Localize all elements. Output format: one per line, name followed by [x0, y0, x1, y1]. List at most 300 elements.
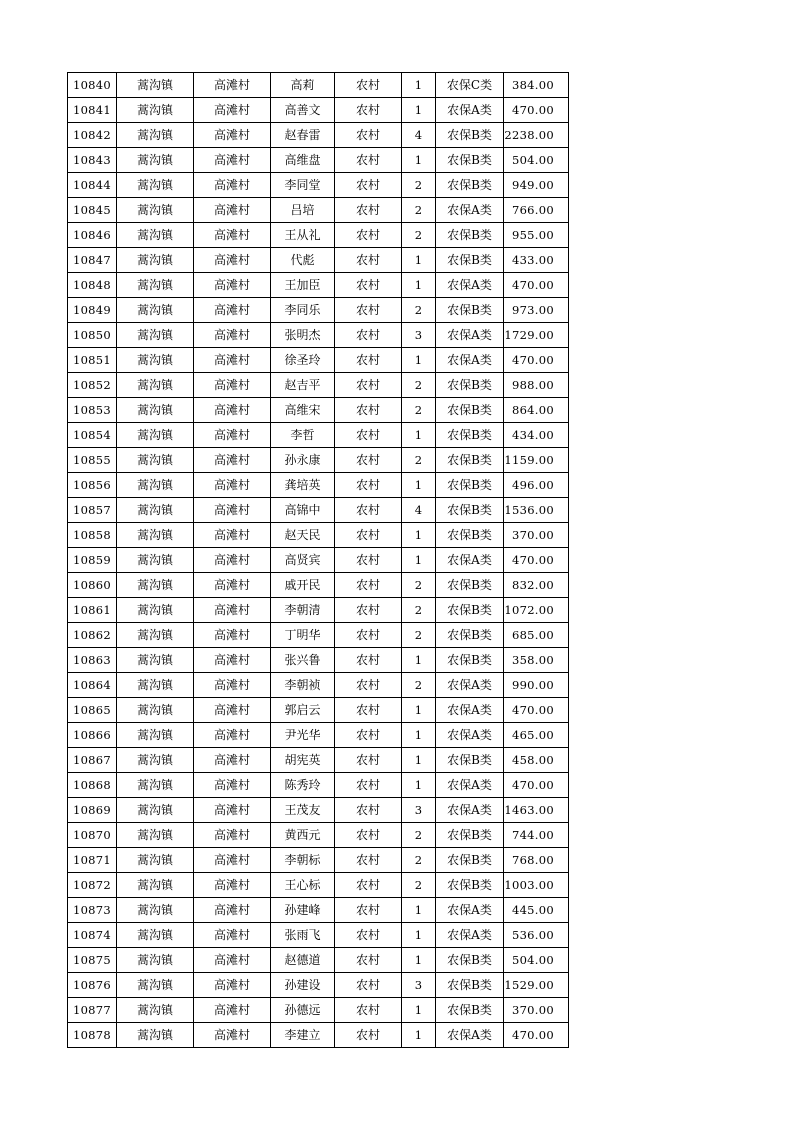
town-cell: 蒿沟镇 [117, 623, 194, 648]
name-cell: 张兴鲁 [271, 648, 335, 673]
town-cell: 蒿沟镇 [117, 873, 194, 898]
household-count-cell: 2 [402, 623, 436, 648]
name-cell: 高莉 [271, 73, 335, 98]
table-row [68, 473, 569, 498]
record-id-cell: 10874 [68, 923, 117, 948]
table-row [68, 848, 569, 873]
town-cell: 蒿沟镇 [117, 148, 194, 173]
insurance-category-cell: 农保A类 [436, 723, 504, 748]
record-id-cell: 10856 [68, 473, 117, 498]
town-cell: 蒿沟镇 [117, 748, 194, 773]
record-id-cell: 10873 [68, 898, 117, 923]
household-count-cell: 2 [402, 448, 436, 473]
insurance-category-cell: 农保B类 [436, 573, 504, 598]
town-cell: 蒿沟镇 [117, 248, 194, 273]
amount-cell: 744.00 [504, 823, 569, 848]
table-row [68, 398, 569, 423]
household-count-cell: 4 [402, 123, 436, 148]
village-cell: 高滩村 [194, 898, 271, 923]
residence-type-cell: 农村 [335, 498, 402, 523]
household-count-cell: 2 [402, 598, 436, 623]
table-row [68, 323, 569, 348]
amount-cell: 1072.00 [504, 598, 569, 623]
town-cell: 蒿沟镇 [117, 98, 194, 123]
town-cell: 蒿沟镇 [117, 373, 194, 398]
insurance-category-cell: 农保B类 [436, 223, 504, 248]
household-count-cell: 1 [402, 248, 436, 273]
amount-cell: 2238.00 [504, 123, 569, 148]
table-row [68, 573, 569, 598]
residence-type-cell: 农村 [335, 898, 402, 923]
town-cell: 蒿沟镇 [117, 298, 194, 323]
insurance-category-cell: 农保A类 [436, 773, 504, 798]
amount-cell: 832.00 [504, 573, 569, 598]
insurance-category-cell: 农保B类 [436, 648, 504, 673]
record-id-cell: 10875 [68, 948, 117, 973]
name-cell: 王从礼 [271, 223, 335, 248]
residence-type-cell: 农村 [335, 698, 402, 723]
insurance-category-cell: 农保C类 [436, 73, 504, 98]
name-cell: 高贤宾 [271, 548, 335, 573]
amount-cell: 470.00 [504, 773, 569, 798]
record-id-cell: 10852 [68, 373, 117, 398]
town-cell: 蒿沟镇 [117, 848, 194, 873]
amount-cell: 990.00 [504, 673, 569, 698]
table-row [68, 548, 569, 573]
record-id-cell: 10858 [68, 523, 117, 548]
residence-type-cell: 农村 [335, 948, 402, 973]
insurance-category-cell: 农保B类 [436, 173, 504, 198]
amount-cell: 1536.00 [504, 498, 569, 523]
residence-type-cell: 农村 [335, 523, 402, 548]
town-cell: 蒿沟镇 [117, 723, 194, 748]
insurance-category-cell: 农保A类 [436, 798, 504, 823]
amount-cell: 973.00 [504, 298, 569, 323]
town-cell: 蒿沟镇 [117, 198, 194, 223]
record-id-cell: 10860 [68, 573, 117, 598]
record-id-cell: 10843 [68, 148, 117, 173]
amount-cell: 465.00 [504, 723, 569, 748]
village-cell: 高滩村 [194, 273, 271, 298]
household-count-cell: 1 [402, 723, 436, 748]
table-body [68, 73, 569, 1048]
name-cell: 李建立 [271, 1023, 335, 1048]
residence-type-cell: 农村 [335, 198, 402, 223]
document-page [67, 72, 568, 1048]
village-cell: 高滩村 [194, 98, 271, 123]
record-id-cell: 10876 [68, 973, 117, 998]
residence-type-cell: 农村 [335, 348, 402, 373]
household-count-cell: 1 [402, 473, 436, 498]
amount-cell: 496.00 [504, 473, 569, 498]
amount-cell: 685.00 [504, 623, 569, 648]
table-row [68, 98, 569, 123]
residence-type-cell: 农村 [335, 548, 402, 573]
name-cell: 李同乐 [271, 298, 335, 323]
residence-type-cell: 农村 [335, 673, 402, 698]
record-id-cell: 10869 [68, 798, 117, 823]
record-id-cell: 10862 [68, 623, 117, 648]
record-id-cell: 10853 [68, 398, 117, 423]
table-row [68, 423, 569, 448]
amount-cell: 470.00 [504, 698, 569, 723]
table-row [68, 273, 569, 298]
record-id-cell: 10851 [68, 348, 117, 373]
household-count-cell: 1 [402, 148, 436, 173]
name-cell: 赵天民 [271, 523, 335, 548]
record-id-cell: 10850 [68, 323, 117, 348]
village-cell: 高滩村 [194, 723, 271, 748]
record-id-cell: 10855 [68, 448, 117, 473]
village-cell: 高滩村 [194, 223, 271, 248]
insurance-category-cell: 农保B类 [436, 473, 504, 498]
residence-type-cell: 农村 [335, 148, 402, 173]
insurance-category-cell: 农保B类 [436, 873, 504, 898]
name-cell: 孙建峰 [271, 898, 335, 923]
name-cell: 高善文 [271, 98, 335, 123]
insurance-category-cell: 农保A类 [436, 273, 504, 298]
village-cell: 高滩村 [194, 348, 271, 373]
table-row [68, 723, 569, 748]
residence-type-cell: 农村 [335, 923, 402, 948]
table-row [68, 598, 569, 623]
village-cell: 高滩村 [194, 798, 271, 823]
residence-type-cell: 农村 [335, 573, 402, 598]
record-id-cell: 10877 [68, 998, 117, 1023]
household-count-cell: 2 [402, 823, 436, 848]
village-cell: 高滩村 [194, 448, 271, 473]
table-row [68, 648, 569, 673]
insurance-category-cell: 农保B类 [436, 498, 504, 523]
insurance-category-cell: 农保B类 [436, 423, 504, 448]
household-count-cell: 2 [402, 298, 436, 323]
residence-type-cell: 农村 [335, 998, 402, 1023]
household-count-cell: 3 [402, 323, 436, 348]
amount-cell: 864.00 [504, 398, 569, 423]
insurance-category-cell: 农保A类 [436, 898, 504, 923]
amount-cell: 1463.00 [504, 798, 569, 823]
town-cell: 蒿沟镇 [117, 348, 194, 373]
village-cell: 高滩村 [194, 848, 271, 873]
town-cell: 蒿沟镇 [117, 823, 194, 848]
household-count-cell: 2 [402, 173, 436, 198]
name-cell: 徐圣玲 [271, 348, 335, 373]
amount-cell: 988.00 [504, 373, 569, 398]
name-cell: 李哲 [271, 423, 335, 448]
table-row [68, 223, 569, 248]
name-cell: 李朝标 [271, 848, 335, 873]
residence-type-cell: 农村 [335, 723, 402, 748]
table-row [68, 973, 569, 998]
insurance-category-cell: 农保A类 [436, 673, 504, 698]
table-row [68, 1023, 569, 1048]
household-count-cell: 2 [402, 398, 436, 423]
insurance-category-cell: 农保B类 [436, 373, 504, 398]
residence-type-cell: 农村 [335, 323, 402, 348]
name-cell: 高维盘 [271, 148, 335, 173]
name-cell: 孙德远 [271, 998, 335, 1023]
insurance-category-cell: 农保B类 [436, 398, 504, 423]
residence-type-cell: 农村 [335, 448, 402, 473]
insurance-category-cell: 农保A类 [436, 198, 504, 223]
insurance-category-cell: 农保B类 [436, 448, 504, 473]
town-cell: 蒿沟镇 [117, 573, 194, 598]
insurance-category-cell: 农保B类 [436, 623, 504, 648]
town-cell: 蒿沟镇 [117, 223, 194, 248]
village-cell: 高滩村 [194, 573, 271, 598]
table-row [68, 298, 569, 323]
residence-type-cell: 农村 [335, 648, 402, 673]
record-id-cell: 10866 [68, 723, 117, 748]
residence-type-cell: 农村 [335, 873, 402, 898]
household-count-cell: 1 [402, 898, 436, 923]
table-row [68, 348, 569, 373]
residence-type-cell: 农村 [335, 598, 402, 623]
record-id-cell: 10842 [68, 123, 117, 148]
insurance-category-cell: 农保A类 [436, 923, 504, 948]
name-cell: 代彪 [271, 248, 335, 273]
insurance-category-cell: 农保B类 [436, 973, 504, 998]
village-cell: 高滩村 [194, 648, 271, 673]
table-row [68, 773, 569, 798]
household-count-cell: 1 [402, 998, 436, 1023]
town-cell: 蒿沟镇 [117, 448, 194, 473]
record-id-cell: 10868 [68, 773, 117, 798]
residence-type-cell: 农村 [335, 98, 402, 123]
name-cell: 孙建设 [271, 973, 335, 998]
amount-cell: 768.00 [504, 848, 569, 873]
record-id-cell: 10845 [68, 198, 117, 223]
amount-cell: 470.00 [504, 98, 569, 123]
name-cell: 赵春雷 [271, 123, 335, 148]
village-cell: 高滩村 [194, 948, 271, 973]
household-count-cell: 1 [402, 648, 436, 673]
name-cell: 张明杰 [271, 323, 335, 348]
town-cell: 蒿沟镇 [117, 698, 194, 723]
village-cell: 高滩村 [194, 873, 271, 898]
name-cell: 王加臣 [271, 273, 335, 298]
residence-type-cell: 农村 [335, 173, 402, 198]
village-cell: 高滩村 [194, 298, 271, 323]
town-cell: 蒿沟镇 [117, 773, 194, 798]
town-cell: 蒿沟镇 [117, 973, 194, 998]
amount-cell: 433.00 [504, 248, 569, 273]
amount-cell: 470.00 [504, 273, 569, 298]
table-row [68, 123, 569, 148]
village-cell: 高滩村 [194, 998, 271, 1023]
table-row [68, 673, 569, 698]
record-id-cell: 10863 [68, 648, 117, 673]
town-cell: 蒿沟镇 [117, 1023, 194, 1048]
amount-cell: 1529.00 [504, 973, 569, 998]
residence-type-cell: 农村 [335, 848, 402, 873]
town-cell: 蒿沟镇 [117, 173, 194, 198]
residence-type-cell: 农村 [335, 798, 402, 823]
household-count-cell: 3 [402, 973, 436, 998]
table-row [68, 748, 569, 773]
record-id-cell: 10864 [68, 673, 117, 698]
village-cell: 高滩村 [194, 1023, 271, 1048]
village-cell: 高滩村 [194, 548, 271, 573]
residence-type-cell: 农村 [335, 123, 402, 148]
insurance-category-cell: 农保B类 [436, 848, 504, 873]
amount-cell: 1159.00 [504, 448, 569, 473]
village-cell: 高滩村 [194, 198, 271, 223]
table-row [68, 698, 569, 723]
record-id-cell: 10867 [68, 748, 117, 773]
household-count-cell: 2 [402, 848, 436, 873]
town-cell: 蒿沟镇 [117, 923, 194, 948]
village-cell: 高滩村 [194, 523, 271, 548]
record-id-cell: 10870 [68, 823, 117, 848]
name-cell: 戚开民 [271, 573, 335, 598]
town-cell: 蒿沟镇 [117, 998, 194, 1023]
table-row [68, 948, 569, 973]
table-row [68, 898, 569, 923]
household-count-cell: 1 [402, 423, 436, 448]
record-id-cell: 10854 [68, 423, 117, 448]
household-count-cell: 1 [402, 923, 436, 948]
name-cell: 张雨飞 [271, 923, 335, 948]
household-count-cell: 1 [402, 273, 436, 298]
residence-type-cell: 农村 [335, 273, 402, 298]
household-count-cell: 1 [402, 548, 436, 573]
residence-type-cell: 农村 [335, 298, 402, 323]
name-cell: 李朝清 [271, 598, 335, 623]
town-cell: 蒿沟镇 [117, 423, 194, 448]
household-count-cell: 2 [402, 373, 436, 398]
residence-type-cell: 农村 [335, 623, 402, 648]
village-cell: 高滩村 [194, 773, 271, 798]
record-id-cell: 10841 [68, 98, 117, 123]
name-cell: 李同堂 [271, 173, 335, 198]
household-count-cell: 1 [402, 73, 436, 98]
name-cell: 高锦中 [271, 498, 335, 523]
village-cell: 高滩村 [194, 173, 271, 198]
village-cell: 高滩村 [194, 473, 271, 498]
insurance-category-cell: 农保A类 [436, 98, 504, 123]
name-cell: 黄西元 [271, 823, 335, 848]
table-row [68, 148, 569, 173]
amount-cell: 470.00 [504, 1023, 569, 1048]
residence-type-cell: 农村 [335, 748, 402, 773]
table-row [68, 998, 569, 1023]
name-cell: 尹光华 [271, 723, 335, 748]
name-cell: 赵吉平 [271, 373, 335, 398]
town-cell: 蒿沟镇 [117, 123, 194, 148]
household-count-cell: 1 [402, 1023, 436, 1048]
name-cell: 孙永康 [271, 448, 335, 473]
village-cell: 高滩村 [194, 73, 271, 98]
insurance-category-cell: 农保B类 [436, 148, 504, 173]
table-row [68, 823, 569, 848]
town-cell: 蒿沟镇 [117, 798, 194, 823]
amount-cell: 1003.00 [504, 873, 569, 898]
village-cell: 高滩村 [194, 973, 271, 998]
amount-cell: 955.00 [504, 223, 569, 248]
insurance-category-cell: 农保A类 [436, 1023, 504, 1048]
household-count-cell: 4 [402, 498, 436, 523]
residence-type-cell: 农村 [335, 398, 402, 423]
amount-cell: 434.00 [504, 423, 569, 448]
household-count-cell: 2 [402, 573, 436, 598]
residence-type-cell: 农村 [335, 223, 402, 248]
town-cell: 蒿沟镇 [117, 73, 194, 98]
table-row [68, 923, 569, 948]
village-cell: 高滩村 [194, 498, 271, 523]
village-cell: 高滩村 [194, 923, 271, 948]
amount-cell: 458.00 [504, 748, 569, 773]
amount-cell: 370.00 [504, 998, 569, 1023]
insurance-category-cell: 农保B类 [436, 998, 504, 1023]
residence-type-cell: 农村 [335, 1023, 402, 1048]
name-cell: 赵德道 [271, 948, 335, 973]
insurance-category-cell: 农保B类 [436, 523, 504, 548]
town-cell: 蒿沟镇 [117, 473, 194, 498]
household-count-cell: 1 [402, 773, 436, 798]
table-row [68, 498, 569, 523]
residence-type-cell: 农村 [335, 773, 402, 798]
amount-cell: 470.00 [504, 348, 569, 373]
amount-cell: 445.00 [504, 898, 569, 923]
record-id-cell: 10865 [68, 698, 117, 723]
insurance-category-cell: 农保B类 [436, 298, 504, 323]
village-cell: 高滩村 [194, 148, 271, 173]
village-cell: 高滩村 [194, 323, 271, 348]
data-table [67, 72, 569, 1048]
record-id-cell: 10872 [68, 873, 117, 898]
village-cell: 高滩村 [194, 698, 271, 723]
record-id-cell: 10857 [68, 498, 117, 523]
table-row [68, 173, 569, 198]
amount-cell: 1729.00 [504, 323, 569, 348]
insurance-category-cell: 农保B类 [436, 948, 504, 973]
table-row [68, 623, 569, 648]
name-cell: 王心标 [271, 873, 335, 898]
town-cell: 蒿沟镇 [117, 323, 194, 348]
household-count-cell: 1 [402, 523, 436, 548]
residence-type-cell: 农村 [335, 973, 402, 998]
table-row [68, 873, 569, 898]
household-count-cell: 2 [402, 223, 436, 248]
residence-type-cell: 农村 [335, 373, 402, 398]
name-cell: 陈秀玲 [271, 773, 335, 798]
household-count-cell: 2 [402, 873, 436, 898]
town-cell: 蒿沟镇 [117, 948, 194, 973]
amount-cell: 370.00 [504, 523, 569, 548]
name-cell: 丁明华 [271, 623, 335, 648]
household-count-cell: 2 [402, 673, 436, 698]
household-count-cell: 1 [402, 698, 436, 723]
amount-cell: 949.00 [504, 173, 569, 198]
town-cell: 蒿沟镇 [117, 273, 194, 298]
insurance-category-cell: 农保A类 [436, 698, 504, 723]
name-cell: 王茂友 [271, 798, 335, 823]
table-row [68, 798, 569, 823]
town-cell: 蒿沟镇 [117, 548, 194, 573]
village-cell: 高滩村 [194, 373, 271, 398]
residence-type-cell: 农村 [335, 473, 402, 498]
residence-type-cell: 农村 [335, 73, 402, 98]
insurance-category-cell: 农保B类 [436, 748, 504, 773]
residence-type-cell: 农村 [335, 423, 402, 448]
insurance-category-cell: 农保B类 [436, 598, 504, 623]
table-row [68, 248, 569, 273]
town-cell: 蒿沟镇 [117, 598, 194, 623]
record-id-cell: 10861 [68, 598, 117, 623]
record-id-cell: 10846 [68, 223, 117, 248]
town-cell: 蒿沟镇 [117, 523, 194, 548]
